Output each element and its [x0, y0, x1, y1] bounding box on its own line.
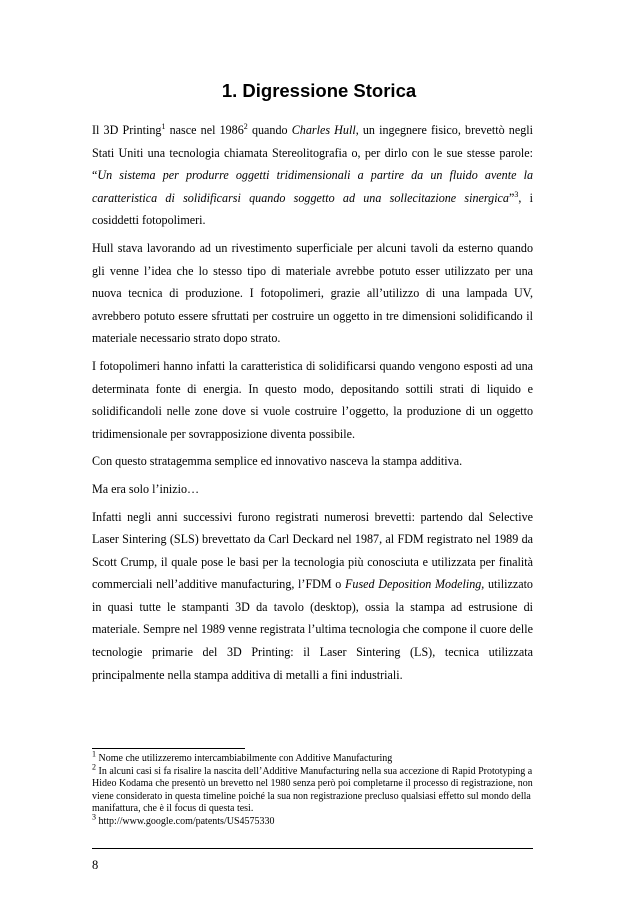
footnotes — [92, 749, 533, 829]
footnote-3 — [92, 812, 533, 829]
text-run: utilizzato in quasi tutte le stampanti 3D da tavolo (desktop), ossia la stampa ad estrusione di materiale. Sempre nel 1989 venne registrata l’ultima tecnologia che compone il cuore delle tecnologie primarie del 3D Printing: il Laser Sintering (LS), tecnica utilizzata principalmente nella stampa additiva di metalli a fini industriali. — [92, 577, 533, 682]
technology-term: Fused Deposition Modeling, — [345, 577, 485, 592]
text-run: ” — [508, 190, 515, 205]
paragraph-4: Con questo stratagemma semplice ed innovativo nasceva la stampa additiva. — [92, 454, 463, 469]
text-run: quando — [247, 123, 292, 137]
paragraph-2: Hull stava lavorando ad un rivestimento superficiale per alcuni tavoli da esterno quando gli venne l’idea che lo stesso tipo di materiale avrebbe potuto esser utilizzato per una nuova tecnica di produzione. I fotopolimeri, grazie all’utilizzo di una lampada UV, avrebbero potuto essere sfruttati per costruire un oggetto in tre dimensioni solidificando il materiale necessario strato dopo strato. — [92, 240, 533, 346]
footnote-2 — [92, 762, 533, 816]
quotation: Un sistema per produrre oggetti tridimensionali a partire da un fluido avente la caratteristica di solidificarsi quando soggetto ad una sollecitazione sinergica — [92, 168, 533, 205]
footnote-number: 1 — [92, 749, 96, 759]
text-run: , i cosiddetti fotopolimeri. — [92, 190, 533, 228]
footnote-ref-1[interactable]: 1 — [161, 121, 166, 131]
text-run: nasce nel 1986 — [165, 123, 244, 137]
footnote-ref-3[interactable]: 3 — [514, 189, 519, 199]
footnote-text: In alcuni casi si fa risalire la nascita dell’Additive Manufacturing nella sua accezione di Rapid Prototyping a Hideo Kodama che presentò un brevetto nel 1980 senza però poi completarne il processo di registrazione, non viene considerato in questa timeline poiché la sua non registrazione precluso qualsiasi effetto sul mondo della manifattura, che è il focus di questa tesi. — [92, 765, 533, 815]
person-name: Charles Hull — [291, 123, 356, 137]
footnote-1 — [92, 749, 533, 766]
paragraph-6 — [92, 506, 533, 687]
text-run: , un ingegnere fisico, brevettò negli Stati Uniti una tecnologia chiamata Stereolitografia o, per dirlo con le sue stesse parole: “ — [92, 123, 533, 183]
footnote-number: 3 — [92, 812, 96, 822]
text-run: Il 3D Printing — [92, 123, 162, 137]
footnote-number: 2 — [92, 762, 96, 772]
body-text — [92, 119, 533, 691]
paragraph-3: I fotopolimeri hanno infatti la caratteristica di solidificarsi quando vengono esposti ad una determinata fonte di energia. In questo modo, depositando sottili strati di liquido e solidificandoli nelle zone dove si vuole costruire l’oggetto, la produzione di un oggetto tridimensionale per sovrapposizione diventa possibile. — [92, 358, 533, 441]
text-run: Infatti negli anni successivi furono registrati numerosi brevetti: partendo dal Selective Laser Sintering (SLS) brevettato da Carl Deckard nel 1987, al FDM registrato nel 1989 da Scott Crump, il quale pose le basi per la tecnologia più conosciuta e utilizzata per finalità commerciali nell’additive manufacturing, l’FDM o — [92, 509, 533, 592]
paragraph-1 — [92, 119, 533, 232]
footnote-link[interactable]: http://www.google.com/patents/US4575330 — [96, 815, 275, 827]
footer-divider — [92, 848, 533, 849]
section-heading: 1. Digressione Storica — [221, 80, 417, 101]
paragraph-5: Ma era solo l’inizio… — [92, 481, 200, 496]
footnote-text: Nome che utilizzeremo intercambiabilmente con Additive Manufacturing — [96, 753, 393, 764]
footnote-ref-2[interactable]: 2 — [243, 121, 248, 131]
page-number: 8 — [92, 858, 99, 872]
footnote-separator — [92, 748, 245, 749]
